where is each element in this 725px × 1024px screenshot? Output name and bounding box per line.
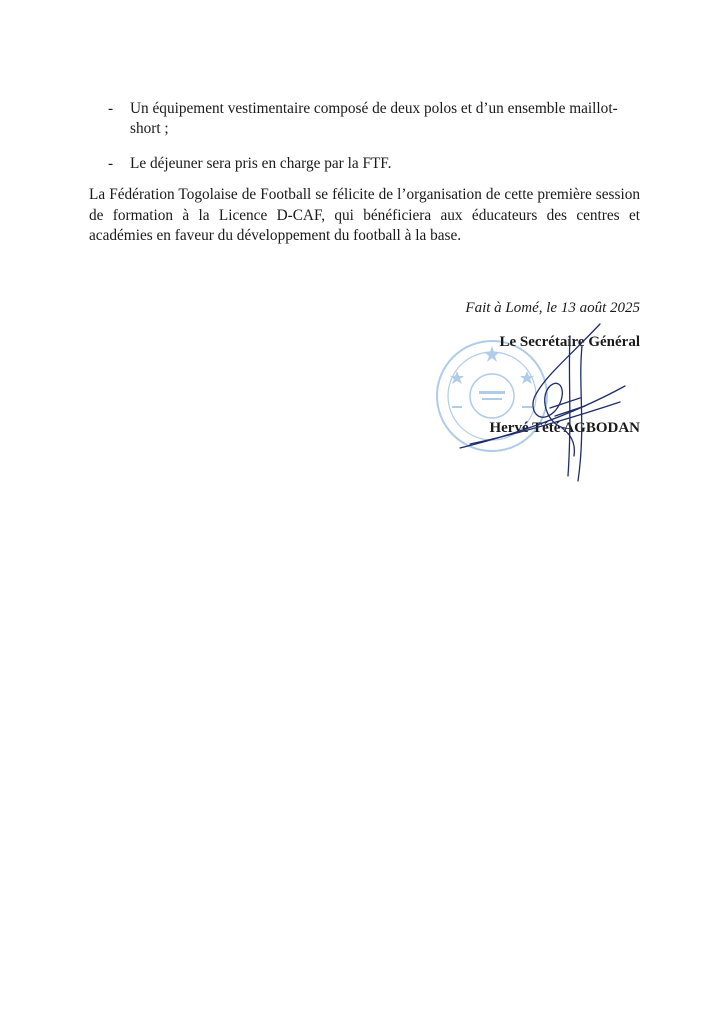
- place-date: Fait à Lomé, le 13 août 2025: [465, 300, 640, 316]
- list-item: [108, 154, 643, 174]
- bullet-dash: -: [108, 100, 114, 117]
- signatory-name: Hervé Tété AGBODAN: [489, 420, 640, 436]
- signatory-title: Le Secrétaire Général: [499, 334, 640, 350]
- bullet-text: Un équipement vestimentaire composé de deux polos et d’un ensemble maillot-short ;: [130, 100, 618, 137]
- handwritten-signature-icon: [450, 316, 640, 491]
- list-item: [108, 99, 643, 139]
- bullet-dash: -: [108, 155, 114, 172]
- bullet-list: [108, 99, 643, 174]
- body-paragraph: La Fédération Togolaise de Football se félicite de l’organisation de cette première session de formation à la Licence D-CAF, qui bénéficiera aux éducateurs des centres et académies en faveur du développement du football à la base.: [89, 186, 640, 244]
- bullet-text: Le déjeuner sera pris en charge par la FTF.: [130, 155, 392, 172]
